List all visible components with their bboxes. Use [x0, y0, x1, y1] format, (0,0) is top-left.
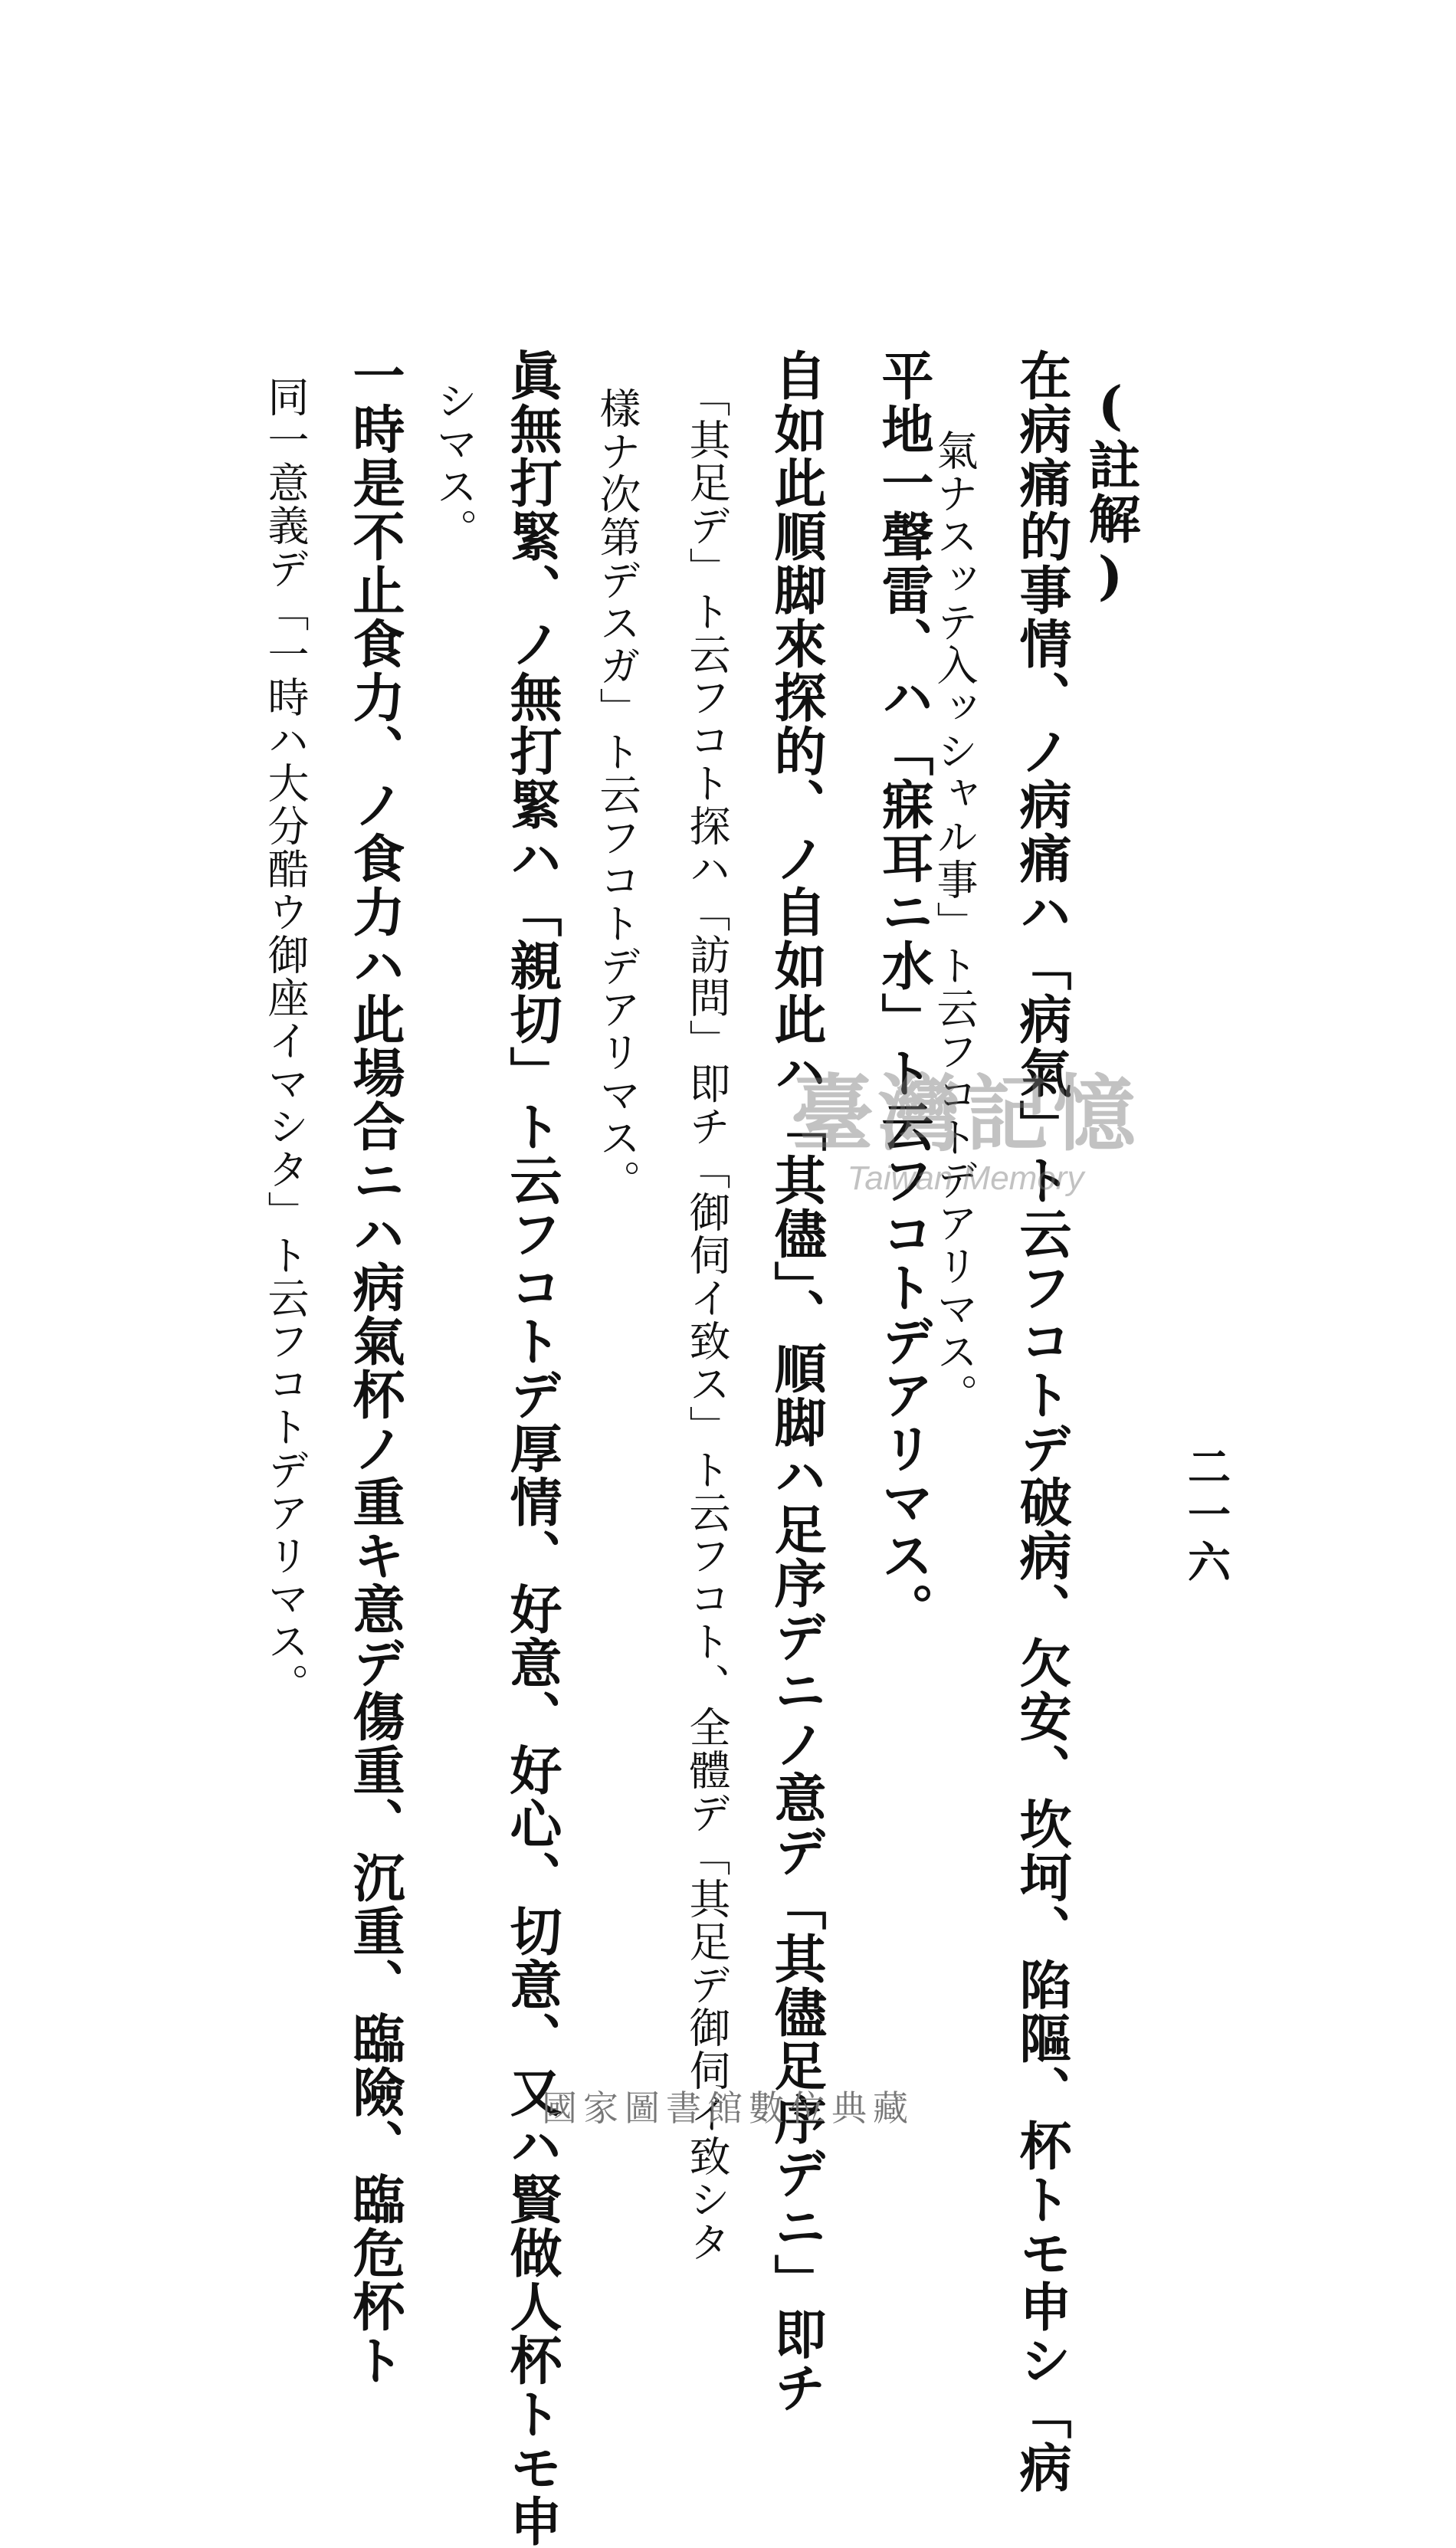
section-heading: (註解): [1080, 375, 1141, 608]
text-column-3: 平地一聲雷、ハ「寐耳ニ水」ト云フコトデアリマス。: [873, 349, 934, 1636]
watermark-subtitle: Taiwan Memory: [847, 1159, 1084, 1197]
text-column-1: 在病痛的事情、ノ病痛ハ「病氣」ト云フコトデ破病、欠安、坎坷、陷䧢、杯トモ申シ「病: [1011, 349, 1072, 2494]
text-column-9: 一時是不止食力、ノ食力ハ此場合ニハ病氣杯ノ重キ意デ傷重、沉重、臨險、臨危杯ト: [344, 349, 405, 2387]
watermark-title: 臺灣記憶: [790, 1066, 1140, 1163]
text-column-4: 自如此順脚來探的、ノ自如此ハ「其儘」、順脚ハ足序デニノ意デ「其儘足序デニ」即チ: [766, 349, 827, 2415]
text-column-10: 同一意義デ「一時ハ大分酷ウ御座イマシタ」ト云フコトデアリマス。: [261, 375, 310, 1706]
text-column-7: 眞無打緊、ノ無打緊ハ「親切」ト云フコトデ厚情、好意、好心、切意、又ハ賢做人杯トモ申: [501, 349, 562, 2548]
page-number: 二一六: [1181, 1445, 1231, 1587]
text-column-2: 氣ナスッテ入ッシャル事」ト云フコトデアリマス。: [930, 429, 979, 1416]
text-column-5: 「其足デ」ト云フコト探ハ「訪問」即チ「御伺イ致ス」ト云フコト、全體デ「其足デ御伺イ致シタ: [683, 375, 731, 2264]
text-column-8: シマス。: [430, 379, 478, 551]
text-column-6: 樣ナ次第デスガ」ト云フコトデアリマス。: [593, 387, 641, 1202]
footer-credit: 國家圖書館數位典藏: [542, 2087, 914, 2129]
